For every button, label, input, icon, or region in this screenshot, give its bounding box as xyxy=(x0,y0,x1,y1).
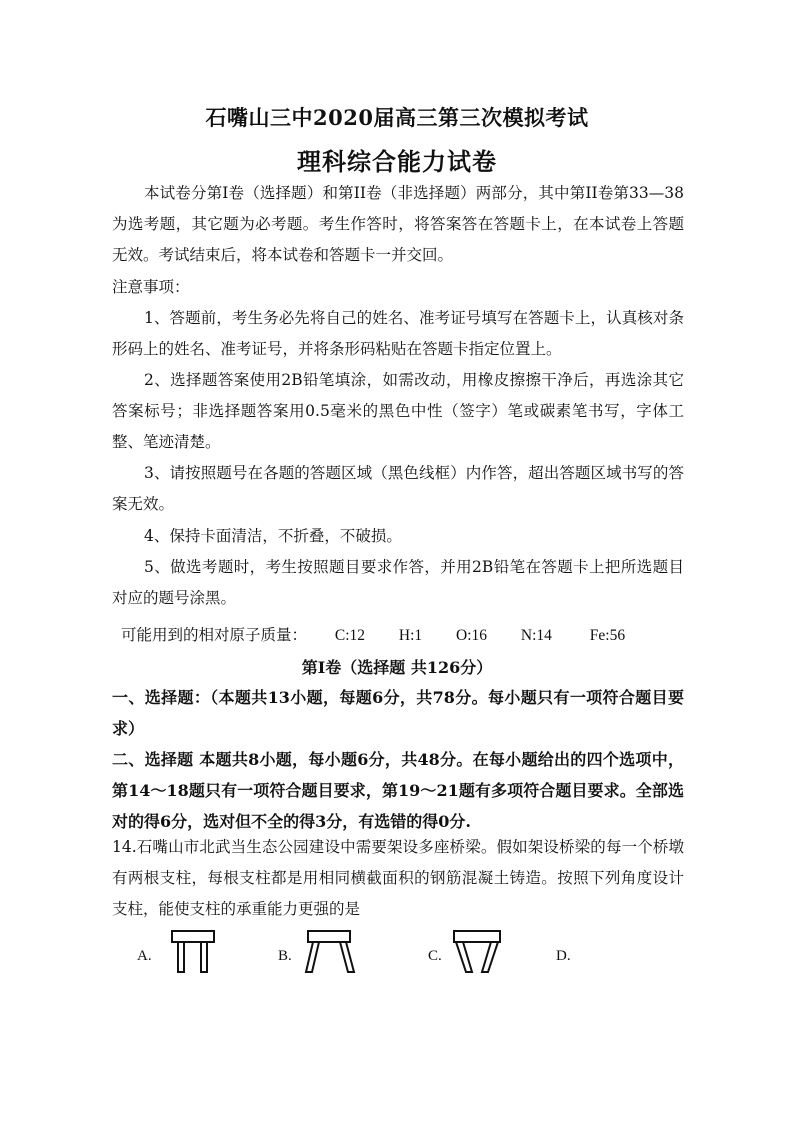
intro-paragraph: 本试卷分第I卷（选择题）和第II卷（非选择题）两部分，其中第II卷第33—38为选考题，其它题为必考题。考生作答时，将答案答在答题卡上，在本试卷上答题无效。考试结束后，将本试卷和答题卡一并交回。 xyxy=(112,184,684,264)
exam-subtitle: 理科综合能力试卷 xyxy=(297,147,497,176)
notice-item-4: 4、保持卡面清洁，不折叠，不破损。 xyxy=(144,527,402,545)
part1-heading: 第I卷（选择题 共126分） xyxy=(301,658,493,677)
atomic-masses xyxy=(121,620,625,651)
notice-item-1: 1、答题前，考生务必先将自己的姓名、准考证号填写在答题卡上，认真核对条形码上的姓名、准考证号，并将条形码粘贴在答题卡指定位置上。 xyxy=(112,309,684,358)
option-a-label: A. xyxy=(137,948,152,964)
option-b-label: B. xyxy=(278,948,292,964)
mass-o: O:16 xyxy=(456,627,488,644)
section2-text: 二、选择题 本题共8小题，每小题6分，共48分。在每小题给出的四个选项中，第14～18题只有一项符合题目要求，第19～21题有多项符合题目要求。全部选对的得6分，选对但不全的得3分，有选错的得0分. xyxy=(112,750,684,831)
pillar-splayed-in-icon xyxy=(452,928,504,976)
notice-heading: 注意事项： xyxy=(112,278,190,296)
pillar-vertical-icon xyxy=(170,928,218,976)
mass-h: H:1 xyxy=(398,627,423,644)
mass-c: C:12 xyxy=(334,627,366,644)
mass-fe: Fe:56 xyxy=(589,627,626,644)
notice-item-2: 2、选择题答案使用2B铅笔填涂，如需改动，用橡皮擦擦干净后，再选涂其它答案标号；非选择题答案用0.5毫米的黑色中性（签字）笔或碳素笔书写，字体工整、笔迹清楚。 xyxy=(112,371,684,451)
mass-n: N:14 xyxy=(520,627,552,644)
notice-item-5: 5、做选考题时，考生按照题目要求作答，并用2B铅笔在答题卡上把所选题目对应的题号涂黑。 xyxy=(112,558,684,607)
exam-title: 石嘴山三中2020届高三第三次模拟考试 xyxy=(205,105,589,130)
section1-text: 一、选择题：（本题共13小题，每题6分，共78分。每小题只有一项符合题目要求） xyxy=(112,688,684,738)
notice-item-3: 3、请按照题号在各题的答题区域（黑色线框）内作答，超出答题区域书写的答案无效。 xyxy=(112,464,684,513)
question14-text: 14.石嘴山市北武当生态公园建设中需要架设多座桥梁。假如架设桥梁的每一个桥墩有两根支柱，每根支柱都是用相同横截面积的钢筋混凝土铸造。按照下列角度设计支柱，能使支柱的承重能力更强的是 xyxy=(112,838,684,918)
pillar-splayed-out-icon xyxy=(303,928,357,976)
option-c-label: C. xyxy=(428,948,442,964)
atomic-masses-label: 可能用到的相对原子质量： xyxy=(121,626,308,644)
option-d-label: D. xyxy=(556,948,571,964)
